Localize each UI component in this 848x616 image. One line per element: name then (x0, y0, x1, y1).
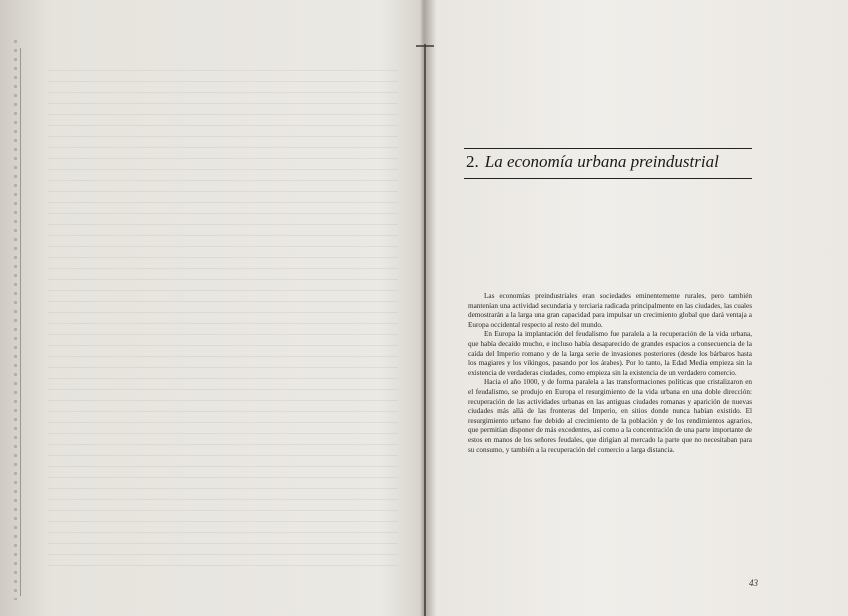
body-text (468, 292, 752, 455)
book-gutter (424, 44, 426, 616)
chapter-title: La economía urbana preindustrial (484, 152, 719, 171)
left-margin-rule (20, 48, 21, 596)
paragraph: Las economías preindustriales eran sociedades eminentemente rurales, pero también mantenían una actividad secundaria y terciaria radicada principalmente en las ciudades, las cuales demostrarán a la larga una gran capacidad para impulsar un crecimiento global que dará ventaja a Europa occidental respecto al resto del mundo. (468, 292, 752, 329)
chapter-rule-bottom (464, 178, 752, 179)
page-number: 43 (749, 578, 758, 588)
left-page-edge (14, 40, 17, 600)
paragraph: Hacia el año 1000, y de forma paralela a las transformaciones políticas que cristalizaron en el feudalismo, se produjo en Europa el resurgimiento de la vida urbana en una doble dirección: recuperación de las actividades urbanas en las antiguas ciudades romanas y aparición de nuevas ciudades más allá de las fronteras del Imperio, en sitios donde nunca habían existido. El resurgimiento urbano fue debido al crecimiento de la población y de los rendimientos agrarios, que permitían disponer de más excedentes, así como a la concentración de una parte importante de estos en manos de los señores feudales, que dirigían al mercado la parte que no necesitaban para su consumo, y también a la recuperación del comercio a larga distancia. (468, 378, 752, 454)
paragraph: En Europa la implantación del feudalismo fue paralela a la recuperación de la vida urbana, que había decaído mucho, e incluso había desaparecido de grandes espacios a consecuencia de la caída del Imperio romano y de la larga serie de invasiones posteriores (desde los bárbaros hasta los magiares y los vikingos, pasando por los árabes). Por lo tanto, la Edad Media empieza sin la existencia de verdaderas ciudades, como empieza sin la existencia de un verdadero comercio. (468, 330, 752, 377)
chapter-heading (466, 152, 756, 172)
chapter-rule-top (464, 148, 752, 149)
chapter-number: 2. (466, 152, 479, 171)
gutter-crop-mark (416, 45, 434, 47)
right-page (446, 60, 756, 600)
left-page-bleedthrough (48, 70, 398, 570)
